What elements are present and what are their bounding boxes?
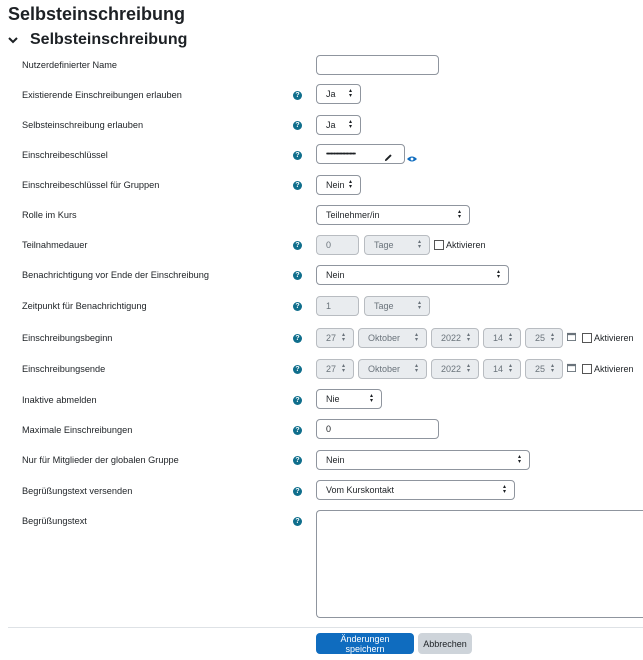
help-icon[interactable]: ? xyxy=(293,181,302,190)
group-key-select[interactable]: Nein ▴▾ xyxy=(316,175,361,195)
start-day-select[interactable]: 27 ▴▾ xyxy=(316,328,354,348)
notify-threshold-input[interactable]: 1 xyxy=(316,296,359,316)
help-icon[interactable]: ? xyxy=(293,121,302,130)
cancel-button[interactable]: Abbrechen xyxy=(418,633,472,654)
enrol-key-label: Einschreibeschlüssel xyxy=(22,150,108,160)
notify-expiry-label: Benachrichtigung vor Ende der Einschreibung xyxy=(22,270,209,280)
checkbox-icon[interactable] xyxy=(582,364,592,374)
help-icon[interactable]: ? xyxy=(293,91,302,100)
start-year-select[interactable]: 2022 ▴▾ xyxy=(431,328,479,348)
group-key-label: Einschreibeschlüssel für Gruppen xyxy=(22,180,160,190)
help-icon[interactable]: ? xyxy=(293,365,302,374)
checkbox-icon[interactable] xyxy=(434,240,444,250)
max-enrolled-label: Maximale Einschreibungen xyxy=(22,425,133,435)
notify-threshold-unit-select[interactable]: Tage ▴▾ xyxy=(364,296,430,316)
help-icon[interactable]: ? xyxy=(293,334,302,343)
allow-self-select[interactable]: Ja ▴▾ xyxy=(316,115,361,135)
save-button[interactable]: Änderungen speichern xyxy=(316,633,414,654)
end-enable-checkbox[interactable]: Aktivieren xyxy=(582,364,634,374)
form-divider xyxy=(8,627,643,628)
help-icon[interactable]: ? xyxy=(293,151,302,160)
help-icon[interactable]: ? xyxy=(293,271,302,280)
role-label: Rolle im Kurs xyxy=(22,210,77,220)
end-date-label: Einschreibungsende xyxy=(22,364,106,374)
start-enable-checkbox[interactable]: Aktivieren xyxy=(582,333,634,343)
duration-input[interactable]: 0 xyxy=(316,235,359,255)
end-hour-select[interactable]: 14 ▴▾ xyxy=(483,359,521,379)
help-icon[interactable]: ? xyxy=(293,426,302,435)
start-month-select[interactable]: Oktober ▴▾ xyxy=(358,328,427,348)
welcome-text-label: Begrüßungstext xyxy=(22,516,87,526)
enrol-key-field[interactable]: •••••••••••••••••••• xyxy=(316,144,405,164)
calendar-icon[interactable] xyxy=(567,363,576,374)
checkbox-icon[interactable] xyxy=(582,333,592,343)
duration-label: Teilnahmedauer xyxy=(22,240,88,250)
cohort-label: Nur für Mitglieder der globalen Gruppe xyxy=(22,455,179,465)
unenrol-inactive-select[interactable]: Nie ▴▾ xyxy=(316,389,382,409)
cohort-select[interactable]: Nein ▴▾ xyxy=(316,450,530,470)
help-icon[interactable]: ? xyxy=(293,241,302,250)
section-title: Selbsteinschreibung xyxy=(30,31,188,48)
send-welcome-label: Begrüßungstext versenden xyxy=(22,486,133,496)
eye-icon[interactable] xyxy=(407,150,417,168)
page-title: Selbsteinschreibung xyxy=(8,4,186,24)
end-month-select[interactable]: Oktober ▴▾ xyxy=(358,359,427,379)
help-icon[interactable]: ? xyxy=(293,517,302,526)
max-enrolled-input[interactable]: 0 xyxy=(316,419,439,439)
end-minute-select[interactable]: 25 ▴▾ xyxy=(525,359,563,379)
allow-existing-label: Existierende Einschreibungen erlauben xyxy=(22,90,182,100)
role-select[interactable]: Teilnehmer/in ▴▾ xyxy=(316,205,470,225)
help-icon[interactable]: ? xyxy=(293,487,302,496)
allow-self-label: Selbsteinschreibung erlauben xyxy=(22,120,144,130)
end-day-select[interactable]: 27 ▴▾ xyxy=(316,359,354,379)
notify-expiry-select[interactable]: Nein ▴▾ xyxy=(316,265,509,285)
custom-name-input[interactable] xyxy=(316,55,439,75)
start-minute-select[interactable]: 25 ▴▾ xyxy=(525,328,563,348)
help-icon[interactable]: ? xyxy=(293,456,302,465)
unenrol-inactive-label: Inaktive abmelden xyxy=(22,395,97,405)
allow-existing-select[interactable]: Ja ▴▾ xyxy=(316,84,361,104)
welcome-text-area[interactable] xyxy=(316,510,643,618)
end-year-select[interactable]: 2022 ▴▾ xyxy=(431,359,479,379)
calendar-icon[interactable] xyxy=(567,332,576,343)
notify-threshold-label: Zeitpunkt für Benachrichtigung xyxy=(22,301,147,311)
help-icon[interactable]: ? xyxy=(293,396,302,405)
duration-enable-checkbox[interactable]: Aktivieren xyxy=(434,240,486,250)
help-icon[interactable]: ? xyxy=(293,302,302,311)
chevron-down-icon[interactable] xyxy=(8,33,30,47)
section-header[interactable] xyxy=(8,31,187,49)
send-welcome-select[interactable]: Vom Kurskontakt ▴▾ xyxy=(316,480,515,500)
custom-name-label: Nutzerdefinierter Name xyxy=(22,60,117,70)
duration-unit-select[interactable]: Tage ▴▾ xyxy=(364,235,430,255)
pencil-icon[interactable] xyxy=(384,149,393,167)
start-hour-select[interactable]: 14 ▴▾ xyxy=(483,328,521,348)
start-date-label: Einschreibungsbeginn xyxy=(22,333,113,343)
